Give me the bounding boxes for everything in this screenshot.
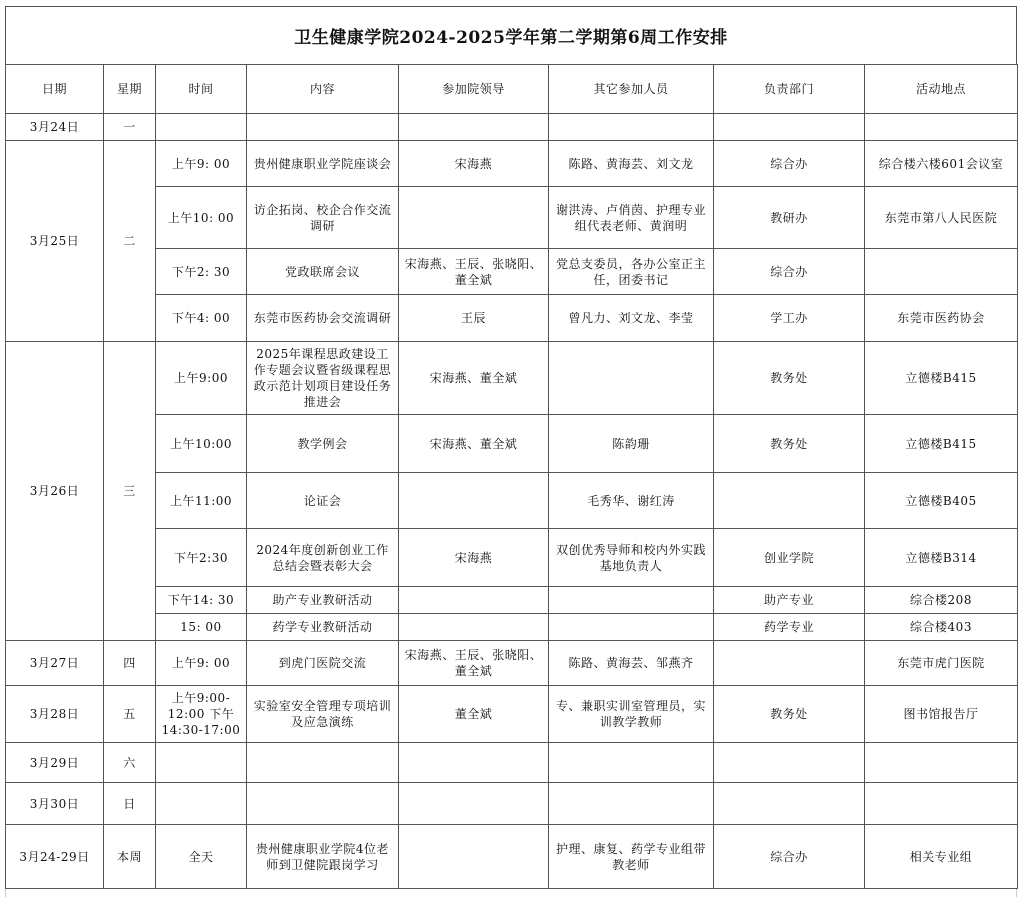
time-cell: 上午11:00 [156,473,247,529]
location-cell: 相关专业组 [865,825,1018,889]
others-cell [549,114,714,141]
content-cell: 贵州健康职业学院座谈会 [247,141,399,187]
table-row [6,187,1018,249]
leaders-cell: 宋海燕 [399,141,549,187]
location-cell: 立德楼B314 [865,529,1018,587]
time-cell: 上午9: 00 [156,641,247,686]
weekday-cell: 五 [104,686,156,743]
others-cell [549,587,714,614]
table-row [6,587,1018,614]
date-cell: 3月24-29日 [6,825,104,889]
time-cell: 上午9:00 [156,342,247,415]
weekday-cell: 一 [104,114,156,141]
table-row [6,415,1018,473]
dept-cell [714,641,865,686]
table-row [6,743,1018,783]
date-cell: 3月27日 [6,641,104,686]
weekday-cell: 三 [104,342,156,641]
time-cell [156,743,247,783]
dept-cell [714,473,865,529]
dept-cell: 综合办 [714,825,865,889]
time-cell: 下午4: 00 [156,295,247,342]
table-row [6,614,1018,641]
weekday-cell: 四 [104,641,156,686]
location-cell [865,114,1018,141]
leaders-cell [399,473,549,529]
others-cell: 陈路、黄海芸、刘文龙 [549,141,714,187]
weekday-cell: 六 [104,743,156,783]
others-cell: 谢洪涛、卢俏茵、护理专业组代表老师、黄润明 [549,187,714,249]
table-row [6,141,1018,187]
content-cell: 东莞市医药协会交流调研 [247,295,399,342]
dept-cell: 药学专业 [714,614,865,641]
others-cell: 陈路、黄海芸、邹燕齐 [549,641,714,686]
content-cell: 教学例会 [247,415,399,473]
time-cell: 上午9:00-12:00 下午14:30-17:00 [156,686,247,743]
dept-cell [714,743,865,783]
others-cell: 专、兼职实训室管理员，实训教学教师 [549,686,714,743]
location-cell: 东莞市医药协会 [865,295,1018,342]
others-cell [549,743,714,783]
content-cell [247,743,399,783]
table-row [6,249,1018,295]
leaders-cell: 董全斌 [399,686,549,743]
date-cell: 3月24日 [6,114,104,141]
others-cell [549,783,714,825]
dept-cell: 教务处 [714,415,865,473]
others-cell [549,614,714,641]
leaders-cell [399,783,549,825]
dept-cell [714,114,865,141]
location-cell: 立德楼B415 [865,415,1018,473]
dept-cell [714,783,865,825]
location-cell: 综合楼208 [865,587,1018,614]
others-cell: 曾凡力、刘文龙、李莹 [549,295,714,342]
date-cell: 3月25日 [6,141,104,342]
leaders-cell [399,187,549,249]
location-cell: 东莞市虎门医院 [865,641,1018,686]
others-cell: 党总支委员，各办公室正主任，团委书记 [549,249,714,295]
dept-cell: 助产专业 [714,587,865,614]
dept-cell: 综合办 [714,249,865,295]
table-row [6,114,1018,141]
time-cell: 上午10: 00 [156,187,247,249]
schedule-sheet [5,6,1017,897]
header-leaders: 参加院领导 [399,65,549,114]
leaders-cell: 宋海燕、董全斌 [399,342,549,415]
table-row [6,783,1018,825]
leaders-cell [399,825,549,889]
dept-cell: 学工办 [714,295,865,342]
others-cell: 陈韵珊 [549,415,714,473]
dept-cell: 综合办 [714,141,865,187]
header-date: 日期 [6,65,104,114]
table-row [6,686,1018,743]
date-cell: 3月28日 [6,686,104,743]
leaders-cell [399,114,549,141]
dept-cell: 教务处 [714,342,865,415]
location-cell: 东莞市第八人民医院 [865,187,1018,249]
leaders-cell: 宋海燕、董全斌 [399,415,549,473]
leaders-cell: 宋海燕、王辰、张晓阳、董全斌 [399,641,549,686]
location-cell: 图书馆报告厅 [865,686,1018,743]
header-location: 活动地点 [865,65,1018,114]
content-cell: 药学专业教研活动 [247,614,399,641]
table-row [6,529,1018,587]
content-cell: 2025年课程思政建设工作专题会议暨省级课程思政示范计划项目建设任务推进会 [247,342,399,415]
content-cell: 助产专业教研活动 [247,587,399,614]
weekday-cell: 本周 [104,825,156,889]
content-cell [247,783,399,825]
weekday-cell: 日 [104,783,156,825]
content-cell: 到虎门医院交流 [247,641,399,686]
content-cell: 论证会 [247,473,399,529]
content-cell [247,114,399,141]
time-cell: 下午2:30 [156,529,247,587]
location-cell: 立德楼B405 [865,473,1018,529]
header-time: 时间 [156,65,247,114]
dept-cell: 教研办 [714,187,865,249]
others-cell: 毛秀华、谢红涛 [549,473,714,529]
content-cell: 访企拓岗、校企合作交流调研 [247,187,399,249]
date-cell: 3月29日 [6,743,104,783]
time-cell: 上午9: 00 [156,141,247,187]
others-cell: 双创优秀导师和校内外实践基地负责人 [549,529,714,587]
location-cell [865,249,1018,295]
location-cell: 综合楼六楼601会议室 [865,141,1018,187]
table-row [6,825,1018,889]
leaders-cell [399,614,549,641]
page-title: 卫生健康学院2024-2025学年第二学期第6周工作安排 [5,6,1017,64]
content-cell: 2024年度创新创业工作总结会暨表彰大会 [247,529,399,587]
others-cell [549,342,714,415]
time-cell [156,783,247,825]
table-row [6,342,1018,415]
time-cell [156,114,247,141]
leaders-cell: 王辰 [399,295,549,342]
location-cell [865,783,1018,825]
leaders-cell [399,587,549,614]
time-cell: 下午14: 30 [156,587,247,614]
time-cell: 15: 00 [156,614,247,641]
content-cell: 党政联席会议 [247,249,399,295]
schedule-table [5,64,1018,889]
header-dept: 负责部门 [714,65,865,114]
leaders-cell: 宋海燕、王辰、张晓阳、董全斌 [399,249,549,295]
date-cell: 3月26日 [6,342,104,641]
time-cell: 全天 [156,825,247,889]
date-cell: 3月30日 [6,783,104,825]
sheet-bottom-margin [5,889,1017,897]
location-cell: 立德楼B415 [865,342,1018,415]
header-weekday: 星期 [104,65,156,114]
time-cell: 上午10:00 [156,415,247,473]
header-row [6,65,1018,114]
others-cell: 护理、康复、药学专业组带教老师 [549,825,714,889]
leaders-cell [399,743,549,783]
weekday-cell: 二 [104,141,156,342]
table-row [6,641,1018,686]
table-row [6,295,1018,342]
time-cell: 下午2: 30 [156,249,247,295]
table-row [6,473,1018,529]
location-cell: 综合楼403 [865,614,1018,641]
leaders-cell: 宋海燕 [399,529,549,587]
header-content: 内容 [247,65,399,114]
content-cell: 实验室安全管理专项培训及应急演练 [247,686,399,743]
location-cell [865,743,1018,783]
dept-cell: 创业学院 [714,529,865,587]
header-others: 其它参加人员 [549,65,714,114]
content-cell: 贵州健康职业学院4位老师到卫健院跟岗学习 [247,825,399,889]
dept-cell: 教务处 [714,686,865,743]
